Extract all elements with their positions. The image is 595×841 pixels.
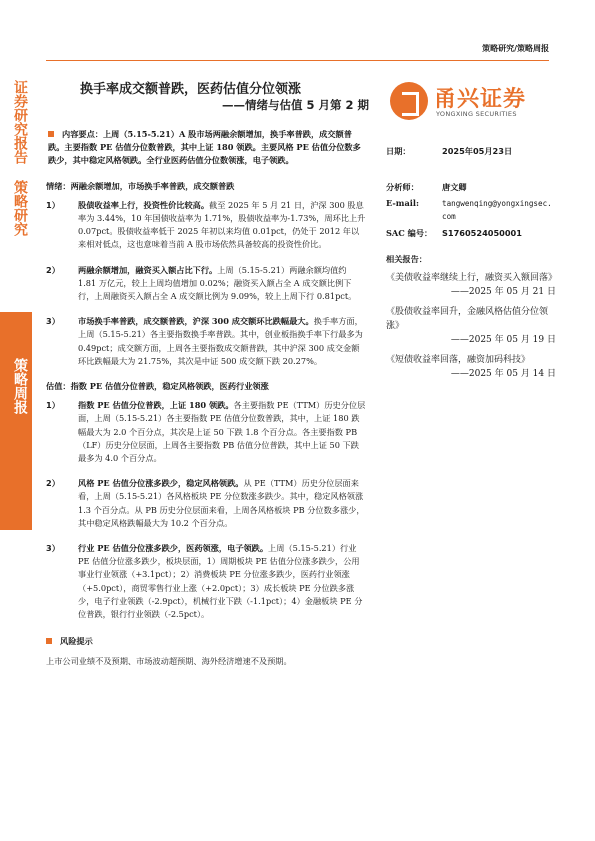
page-subtitle: ——情绪与估值 5 月第 2 期 (222, 98, 370, 112)
summary-text: 上周（5.15-5.21）A 股市场两融余额增加，换手率普跌，成交额普跌。主要指数 PE 估值分位数普跌，其中上证 180 领跌。主要风格 PE 估值分位数多跌少，其中稳定风格领跌。全行业医药估值分位数领涨，电子领跌。 (48, 129, 361, 166)
main-content (46, 128, 366, 668)
sac-number: SAC 编号： S1760524050001 (386, 228, 522, 238)
analyst: 分析师： 唐文卿 (386, 182, 467, 192)
list-item: 3） 行业 PE 估值分位涨多跌少，医药领涨，电子领跌。上周（5.15-5.21）行业 PE 估值分位涨多跌少，板块层面，1）周期板块 PE 估值分位涨多跌少，公用事业行业领涨（+3.1pct）；2）消费板块 PE 分位涨多跌少，医药行业领涨（+5.0pct），商贸零售行业上涨（+2.0pct）；3）成长板块 PE 分位跌多涨少，电子行业领跌（-2.9pct），机械行业下跌（-1.1pct）；4）金融板块 PE 分位普跌，银行行业领跌（-2.5pct）。 (46, 543, 363, 620)
summary-label: 内容要点： (62, 129, 103, 139)
related-report[interactable]: 《股债收益率回升，金融风格估值分位领涨》 ——2025 年 05 月 19 日 (386, 307, 556, 345)
sidebar (0, 0, 32, 841)
list-item: 1） 指数 PE 估值分位普跌，上证 180 领跌。各主要指数 PE（TTM）历史分位层面，上周（5.15-5.21）各主要指数 PE 估值分位数普跌，其中，上证 180 跌幅最大为 2.0 个百分点，其次是上证 50 下跌 1.8 个百分点。各主要指数 PB（LF）历史分位层面，上周各主要指数 PB 估值分位普跌，其中上证 50 下跌最多为 4.0 个百分点。 (46, 400, 366, 464)
info-panel (386, 145, 556, 381)
bullet-square-icon (46, 638, 52, 644)
analyst-email: E-mail: tangwenqing@yongxingsec.com (386, 198, 552, 221)
list-item: 1） 股债收益率上行，投资性价比较高。截至 2025 年 5 月 21 日，沪深 300 股息率为 3.44%，10 年国债收益率为 1.71%，股债收益率为-1.73%，周环比上升 0.07pct。股债收益率低于 2025 年初以来均值 0.01pct，仍处于 2012 年以来相对低点，这也意味着当前 A 股市场依然具备较高的投资性价比。 (46, 199, 366, 250)
sidebar-label-type: 策略周报 (12, 358, 28, 414)
related-report[interactable]: 《美债收益率继续上行，融资买入额回落》 ——2025 年 05 月 21 日 (386, 273, 558, 297)
list-item: 3） 市场换手率普跌，成交额普跌，沪深 300 成交额环比跌幅最大。换手率方面，上周（5.15-5.21）各主要指数换手率普跌。其中，创业板指换手率下行最多为 0.49pct；成交额方面，上周各主要指数成交额普跌，其中沪深 300 成交金额环比跌幅最大为 21.75%，其次是中证 500 成交额下跌 20.27%。 (46, 316, 363, 366)
section-heading-sentiment: 情绪：两融余额增加，市场换手率普跌，成交额普跌 (46, 180, 235, 191)
logo-english-name: YONGXING SECURITIES (436, 110, 517, 118)
list-item: 2） 两融余额增加，融资买入额占比下行。上周（5.15-5.21）两融余额均值约 1.81 万亿元，较上上周均值增加 0.02%；融资买入额占全 A 成交额比例下行，上周融资买入额占全 A 成交额比例为 9.09%，较上上周下行 0.81pct。 (46, 264, 357, 302)
section-heading-valuation: 估值：指数 PE 估值分位普跌，稳定风格领跌，医药行业领涨 (46, 381, 269, 392)
logo-name: 甬兴证券 (434, 87, 527, 112)
list-item: 2） 风格 PE 估值分位涨多跌少，稳定风格领跌。从 PE（TTM）历史分位层面来看，上周（5.15-5.21）各风格板块 PE 分位数涨多跌少。其中，稳定风格领涨 1.3 个百分点。从 PB 历史分位层面来看，上周各风格板块 PB 分位数多涨少，其中稳定风格跌幅最大为 10.2 个百分点。 (46, 478, 365, 528)
sidebar-block (0, 312, 32, 530)
company-logo (390, 78, 550, 124)
related-reports-heading: 相关报告： (386, 254, 427, 264)
header-rule (46, 60, 549, 61)
email-link[interactable]: tangwenqing@yongxingsec.com (442, 199, 552, 221)
summary (46, 128, 366, 168)
sidebar-label-category: 证券研究报告 策略研究 (12, 80, 28, 236)
logo-mark-icon (390, 82, 428, 120)
header-tag: 策略研究/策略周报 (482, 44, 549, 53)
report-date: 日期： 2025年05月23日 (386, 146, 513, 156)
related-report[interactable]: 《短债收益率回落，融资加码科技》 ——2025 年 05 月 14 日 (386, 355, 556, 379)
risk-text: 上市公司业绩不及预期、市场波动超预期、海外经济增速不及预期。 (46, 655, 292, 666)
bullet-square-icon (48, 131, 54, 137)
risk-heading: 风险提示 (46, 635, 366, 648)
page-title: 换手率成交额普跌，医药估值分位领涨 (80, 82, 302, 97)
